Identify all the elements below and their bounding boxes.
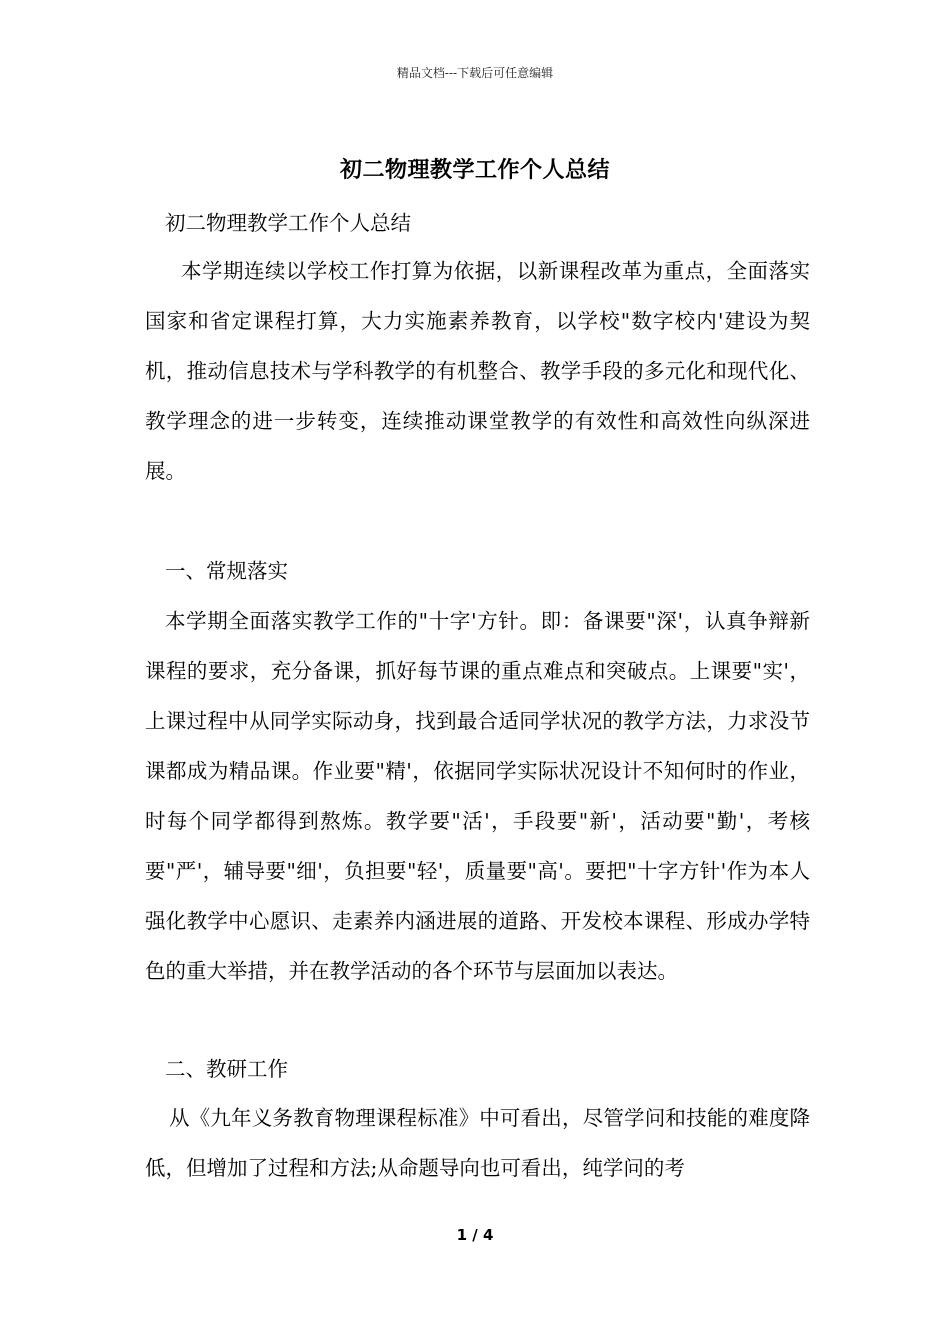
paragraph-research: 从《九年义务教育物理课程标准》中可看出，尽管学问和技能的难度降低，但增加了过程和方法;从命题导向也可看出，纯学问的考 xyxy=(145,1106,810,1180)
document-title: 初二物理教学工作个人总结 xyxy=(339,157,610,183)
paragraph-intro: 本学期连续以学校工作打算为依据，以新课程改革为重点，全面落实国家和省定课程打算，大力实施素养教育，以学校"数字校内'建设为契机，推动信息技术与学科教学的有机整合、教学手段的多元化和现代化、教学理念的进一步转变，连续推动课堂教学的有效性和高效性向纵深进展。 xyxy=(145,259,810,483)
paragraph-routine: 本学期全面落实教学工作的"十字'方针。即：备课要"深'，认真争辩新课程的要求，充分备课，抓好每节课的重点难点和突破点。上课要"实'，上课过程中从同学实际动身，找到最合适同学状况的教学方法，力求没节课都成为精品课。作业要"精'，依据同学实际状况设计不知何时的作业，时每个同学都得到熬炼。教学要"活'，手段要"新'，活动要"勤'，考核要"严'，辅导要"细'，负担要"轻'，质量要"高'。要把"十字方针'作为本人强化教学中心愿识、走素养内涵进展的道路、开发校本课程、形成办学特色的重大举措，并在教学活动的各个环节与层面加以表达。 xyxy=(145,609,810,983)
page-number: 1 / 4 xyxy=(456,1226,494,1244)
section-heading-research: 二、教研工作 xyxy=(165,1057,288,1081)
section-heading-routine: 一、常规落实 xyxy=(165,559,288,583)
page-header-note: 精品文档---下载后可任意编辑 xyxy=(396,66,554,80)
document-subtitle: 初二物理教学工作个人总结 xyxy=(165,211,411,235)
